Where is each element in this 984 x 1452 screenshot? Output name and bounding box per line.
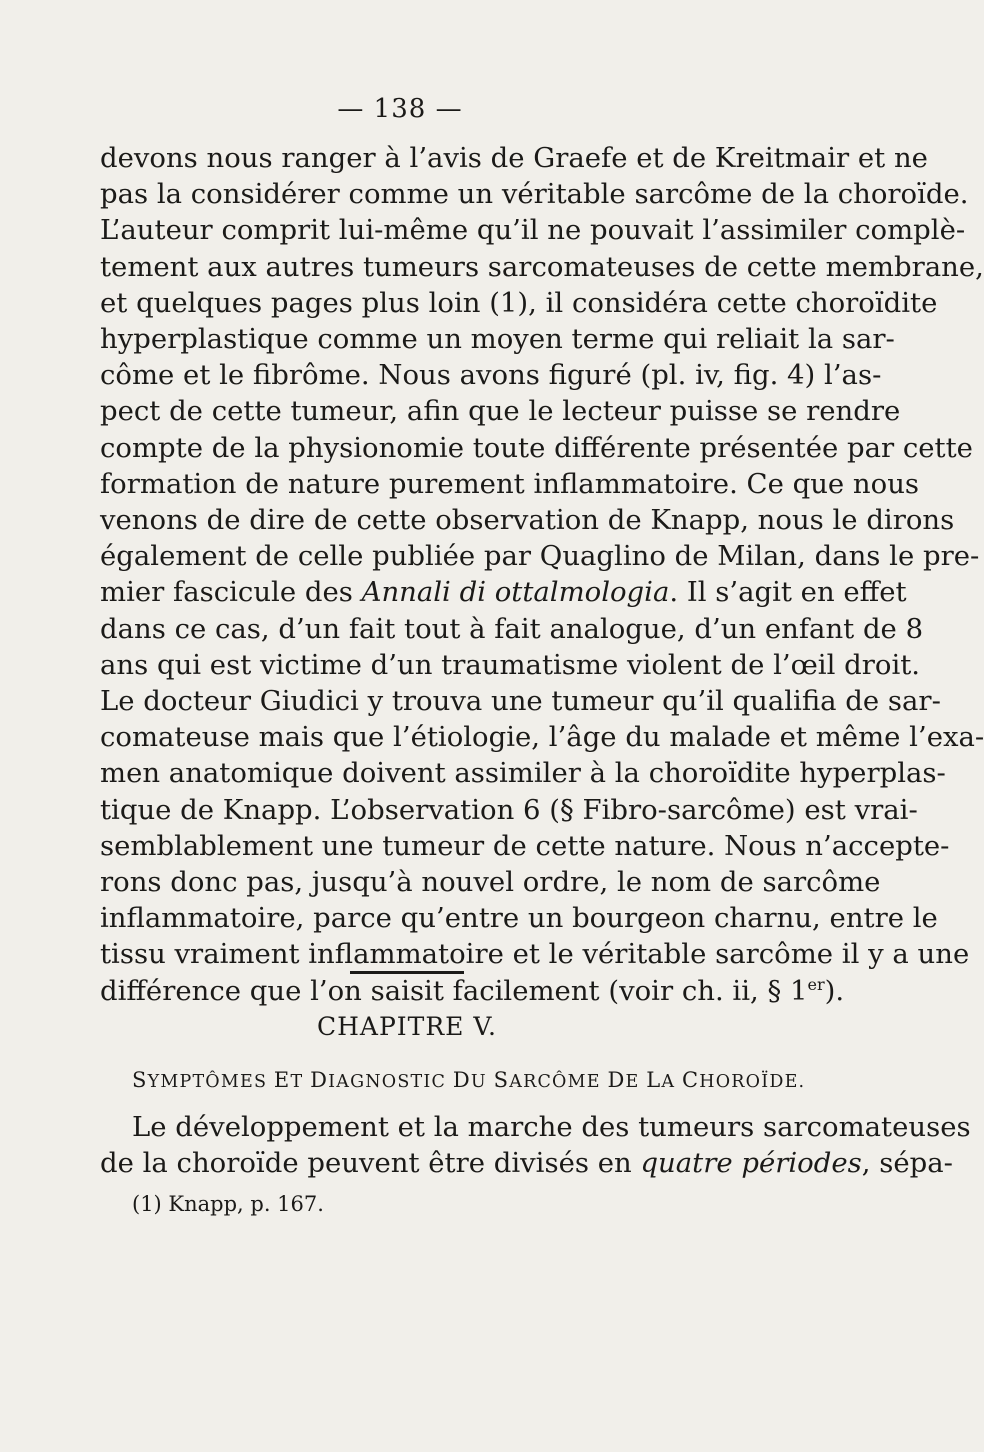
emphasis-text: quatre périodes — [640, 1147, 862, 1180]
text-line: comateuse mais que l’étiologie, l’âge du malade et même l’exa- — [100, 721, 984, 754]
text-line: également de celle publiée par Quaglino de Milan, dans le pre- — [100, 540, 980, 573]
text-line: dans ce cas, d’un fait tout à fait analogue, d’un enfant de 8 — [100, 612, 924, 645]
text-line — [100, 574, 907, 610]
text-line: côme et le fibrôme. Nous avons figuré (pl. iv, fig. 4) l’as- — [100, 359, 882, 392]
subtitle-word: LA — [646, 1068, 676, 1092]
text-line: Le développement et la marche des tumeurs sarcomateuses — [132, 1111, 971, 1143]
text-line — [100, 1145, 953, 1181]
subtitle-word: DU — [452, 1068, 487, 1092]
text-segment: . Il s’agit en effet — [669, 576, 907, 609]
subtitle-word: SARCÔME — [493, 1068, 601, 1092]
text-line: devons nous ranger à l’avis de Graefe et de Kreitmair et ne — [100, 142, 928, 174]
subtitle-word: SYMPTÔMES — [132, 1068, 268, 1092]
text-segment: de la choroïde peuvent être divisés en — [100, 1147, 641, 1180]
chapter-title: CHAPITRE V. — [316, 1012, 497, 1041]
text-line — [100, 973, 845, 1009]
subtitle-word: DE — [607, 1068, 640, 1092]
text-segment: ). — [824, 974, 845, 1007]
journal-title: Annali di ottalmologia — [361, 576, 670, 609]
text-line: tique de Knapp. L’observation 6 (§ Fibro-sarcôme) est vrai- — [100, 793, 918, 826]
text-line: semblablement une tumeur de cette nature. Nous n’accepte- — [100, 829, 950, 862]
footnote: (1) Knapp, p. 167. — [132, 1192, 324, 1216]
text-line: inflammatoire, parce qu’entre un bourgeon charnu, entre le — [100, 902, 938, 935]
text-line: pas la considérer comme un véritable sarcôme de la choroïde. — [100, 178, 969, 211]
subtitle-word: DIAGNOSTIC — [310, 1068, 447, 1092]
text-line: men anatomique doivent assimiler à la choroïdite hyperplas- — [100, 757, 946, 790]
superscript: er — [807, 974, 825, 994]
subtitle-word: ET — [273, 1068, 304, 1092]
subtitle-word: CHOROÏDE. — [682, 1068, 806, 1092]
main-paragraph — [100, 140, 984, 1009]
text-segment: différence que l’on saisit facilement (voir ch. ii, § 1 — [100, 974, 808, 1007]
text-line: Le docteur Giudici y trouva une tumeur qu’il qualifia de sar- — [100, 685, 941, 718]
text-line: et quelques pages plus loin (1), il considéra cette choroïdite — [100, 286, 938, 319]
text-line: pect de cette tumeur, afin que le lecteur puisse se rendre — [100, 395, 901, 428]
text-line: tissu vraiment inflammatoire et le véritable sarcôme il y a une — [100, 938, 970, 971]
text-line: venons de dire de cette observation de Knapp, nous le dirons — [100, 504, 955, 537]
text-line: L’auteur comprit lui-même qu’il ne pouvait l’assimiler complè- — [100, 214, 966, 247]
text-line: tement aux autres tumeurs sarcomateuses de cette membrane, — [100, 250, 984, 283]
page-number: — 138 — — [337, 94, 463, 124]
section-divider — [350, 971, 464, 974]
text-line: formation de nature purement inflammatoire. Ce que nous — [100, 467, 920, 500]
text-line: compte de la physionomie toute différente présentée par cette — [100, 431, 973, 464]
second-paragraph — [100, 1109, 971, 1181]
text-segment: , sépa- — [861, 1147, 953, 1180]
text-segment: mier fascicule des — [100, 576, 362, 609]
section-subtitle — [132, 1068, 806, 1092]
text-line: hyperplastique comme un moyen terme qui reliait la sar- — [100, 323, 895, 356]
text-line: rons donc pas, jusqu’à nouvel ordre, le nom de sarcôme — [100, 866, 881, 899]
text-line: ans qui est victime d’un traumatisme violent de l’œil droit. — [100, 648, 921, 681]
